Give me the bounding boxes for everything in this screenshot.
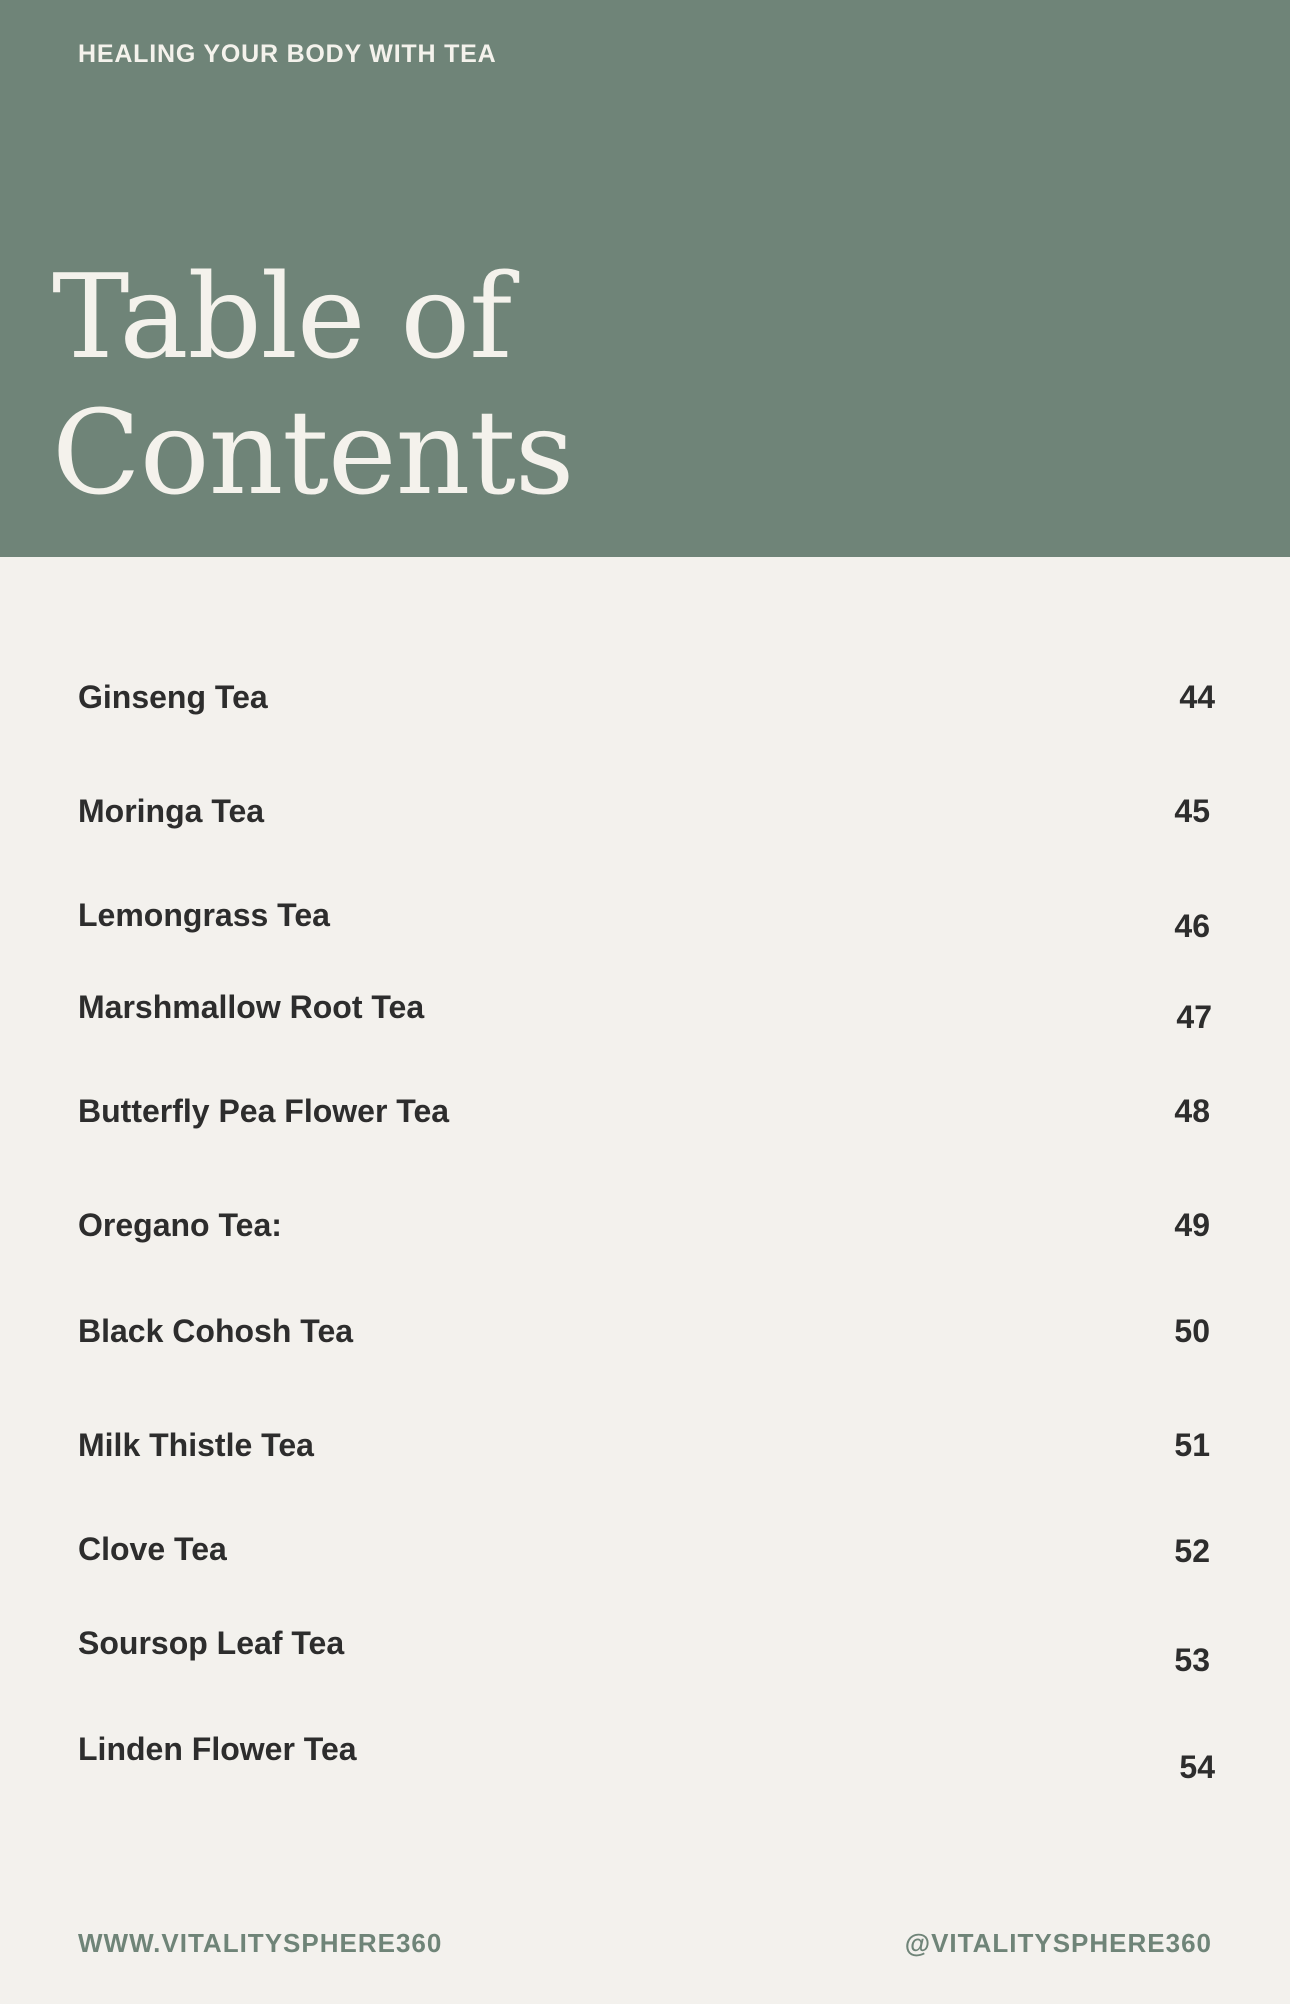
- toc-item-page: 53: [1174, 1642, 1210, 1678]
- page-title-line-1: Table of: [52, 250, 512, 385]
- toc-item-page: 51: [1174, 1427, 1210, 1463]
- toc-item-label: Black Cohosh Tea: [78, 1313, 354, 1349]
- toc-item-page: 48: [1174, 1093, 1210, 1129]
- toc-item-page: 44: [1179, 679, 1215, 715]
- toc-item-label: Moringa Tea: [78, 793, 265, 829]
- toc-item-label: Ginseng Tea: [78, 679, 268, 715]
- book-title-eyebrow: HEALING YOUR BODY WITH TEA: [78, 40, 497, 68]
- toc-item-page: 54: [1179, 1749, 1215, 1785]
- toc-item-label: Oregano Tea:: [78, 1207, 282, 1243]
- toc-item-page: 46: [1174, 908, 1210, 944]
- toc-item-label: Clove Tea: [78, 1531, 227, 1567]
- toc-item-label: Linden Flower Tea: [78, 1731, 357, 1767]
- footer-website[interactable]: WWW.VITALITYSPHERE360: [78, 1928, 443, 1958]
- toc-item-page: 52: [1174, 1533, 1210, 1569]
- toc-item-label: Soursop Leaf Tea: [78, 1625, 345, 1661]
- toc-item-page: 47: [1176, 999, 1212, 1035]
- toc-item-page: 45: [1174, 793, 1210, 829]
- toc-item-label: Lemongrass Tea: [78, 897, 330, 933]
- page-title-line-2: Contents: [52, 386, 574, 521]
- footer-social-handle[interactable]: @VITALITYSPHERE360: [904, 1928, 1212, 1958]
- toc-item-page: 50: [1174, 1313, 1210, 1349]
- toc-item-label: Butterfly Pea Flower Tea: [78, 1093, 450, 1129]
- toc-item-label: Milk Thistle Tea: [78, 1427, 314, 1463]
- toc-item-label: Marshmallow Root Tea: [78, 989, 425, 1025]
- toc-item-page: 49: [1174, 1207, 1210, 1243]
